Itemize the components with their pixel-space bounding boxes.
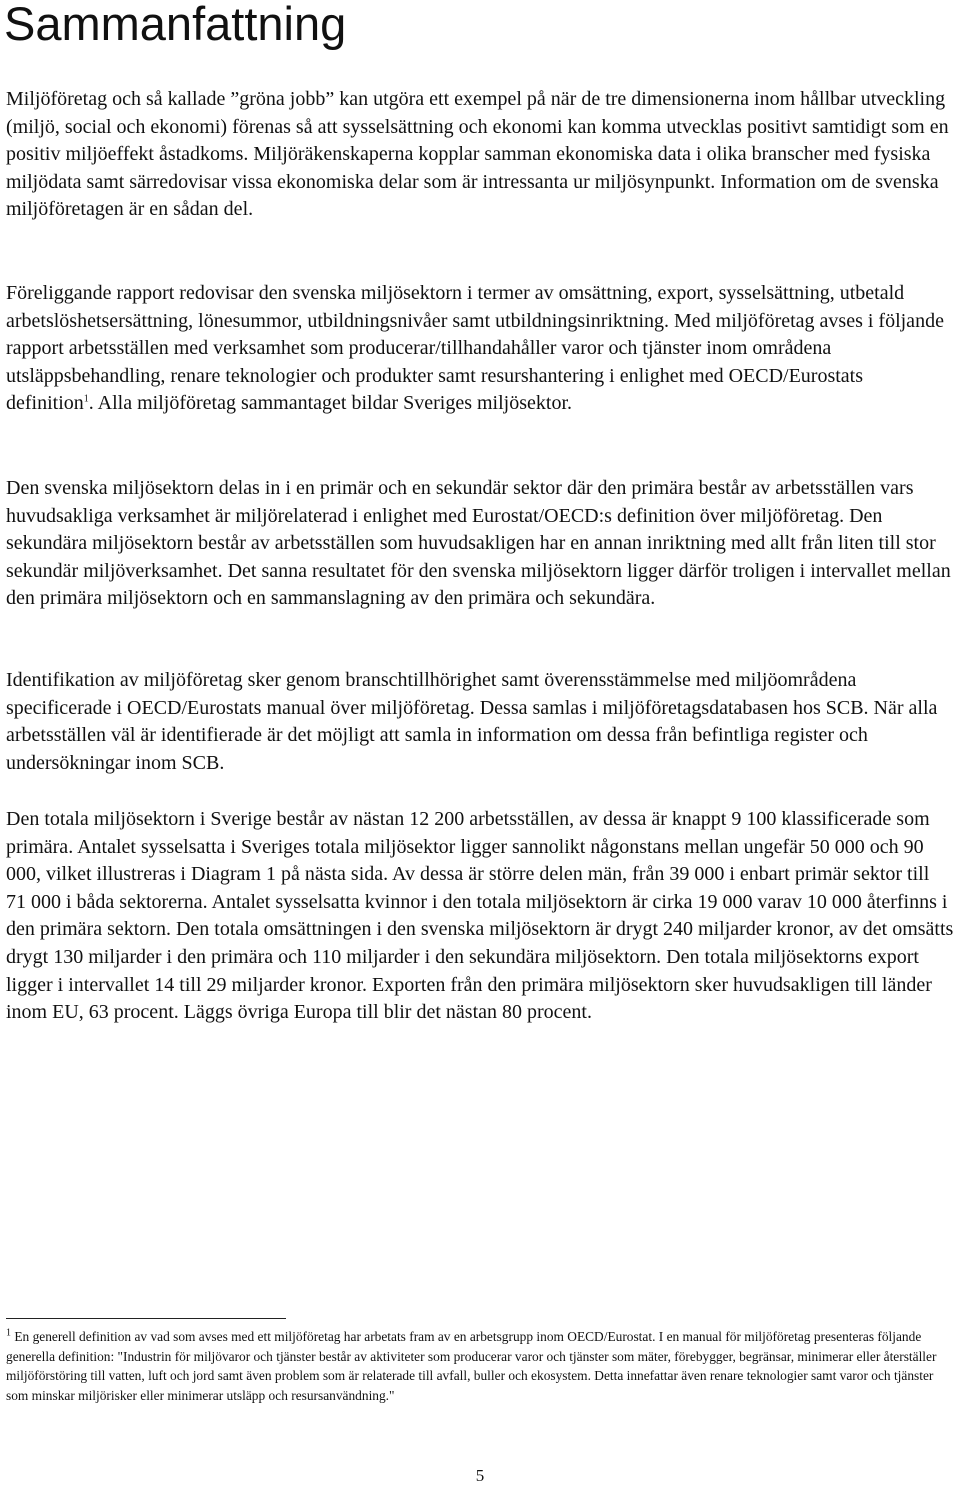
paragraph-statistics: Den totala miljösektorn i Sverige består av nästan 12 200 arbetsställen, av dessa är knappt 9 100 klassificerade som primära. Antalet sysselsatta i Sveriges totala miljösektor ligger sannolikt någonstans mellan ungefär 50 000 och 90 000, vilket illustreras i Diagram 1 på nästa sida. Av dessa är större delen män, från 39 000 i enbart primär sektor till 71 000 i båda sektorerna. Antalet sysselsatta kvinnor i den totala miljösektorn är cirka 19 000 varav 10 000 återfinns i den primära sektorn. Den totala omsättningen i den svenska miljösektorn är drygt 240 miljarder kronor, av det omsätts drygt 130 miljarder i den primära och 110 miljarder i den sekundära miljösektorn. Den totala miljösektorns export ligger i intervallet 14 till 29 miljarder kronor. Exporten från den primära miljösektorn sker huvudsakligen till länder inom EU, 63 procent. Läggs övriga Europa till blir det nästan 80 procent.: [6, 808, 954, 1024]
paragraph-report-scope-text: Föreliggande rapport redovisar den svenska miljösektorn i termer av omsättning, export, sysselsättning, utbetald arbetslöshetsersättning, lönesummor, utbildningsnivåer samt utbildningsinriktning. Med miljöföretag avses i följande rapport arbetsställen med verksamhet som producerar/tillhandahåller varor och tjänster inom områdena utsläppsbehandling, renare teknologier och produkter samt resurshantering i enlighet med OECD/Eurostats definition: [6, 282, 944, 415]
paragraph-report-scope-tail: . Alla miljöföretag sammantaget bildar Sveriges miljösektor.: [88, 392, 572, 415]
paragraph-intro: Miljöföretag och så kallade ”gröna jobb” kan utgöra ett exempel på när de tre dimensionerna inom hållbar utveckling (miljö, social och ekonomi) förenas så att sysselsättning och ekonomi kan komma utvecklas positivt samtidigt som en positiv miljöeffekt åstadkoms. Miljöräkenskaperna kopplar samman ekonomiska data i olika branscher med fysiska miljödata samt särredovisar vissa ekonomiska delar som är intressanta ur miljösynpunkt. Information om de svenska miljöföretagen är en sådan del.: [6, 88, 949, 221]
paragraph-sectors: Den svenska miljösektorn delas in i en primär och en sekundär sektor där den primära består av arbetsställen vars huvudsakliga verksamhet är miljörelaterad i enlighet med Eurostat/OECD:s definition över miljöföretag. Den sekundära miljösektorn består av arbetsställen som huvudsakligen har en annan inriktning med allt från liten till stor sekundär miljöverksamhet. Det sanna resultatet för den svenska miljösektorn ligger därför troligen i intervallet mellan den primära miljösektorn och en sammanslagning av den primära och sekundära.: [6, 477, 951, 610]
page-number: 5: [475, 1466, 485, 1485]
footnote-reference[interactable]: 1: [83, 393, 89, 405]
footnote-divider: [6, 1318, 286, 1319]
footnote-marker: 1: [6, 1327, 11, 1339]
page-title: Sammanfattning: [4, 0, 347, 50]
footnote: [6, 1327, 954, 1405]
paragraph-report-scope: [6, 280, 954, 418]
paragraph-identification: Identifikation av miljöföretag sker genom branschtillhörighet samt överensstämmelse med miljöområdena specificerade i OECD/Eurostats manual över miljöföretag. Dessa samlas i miljöföretagsdatabasen hos SCB. När alla arbetsställen väl är identifierade är det möjligt att samla in information om dessa från befintliga register och undersökningar inom SCB.: [6, 669, 938, 774]
footnote-text: En generell definition av vad som avses med ett miljöföretag har arbetats fram av en arbetsgrupp inom OECD/Eurostat. I en manual för miljöföretag presenteras följande generella definition: "Industrin för miljövaror och tjänster består av aktiviteter som producerar varor och tjänster som mäter, förebygger, begränsar, minimerar eller återställer miljöförstöring till vatten, luft och jord samt även problem som är relaterade till avfall, buller och ekosystem. Detta innefattar även renare teknologier samt varor och tjänster som minskar miljörisker eller minimerar utsläpp och resursanvändning.": [6, 1329, 937, 1403]
